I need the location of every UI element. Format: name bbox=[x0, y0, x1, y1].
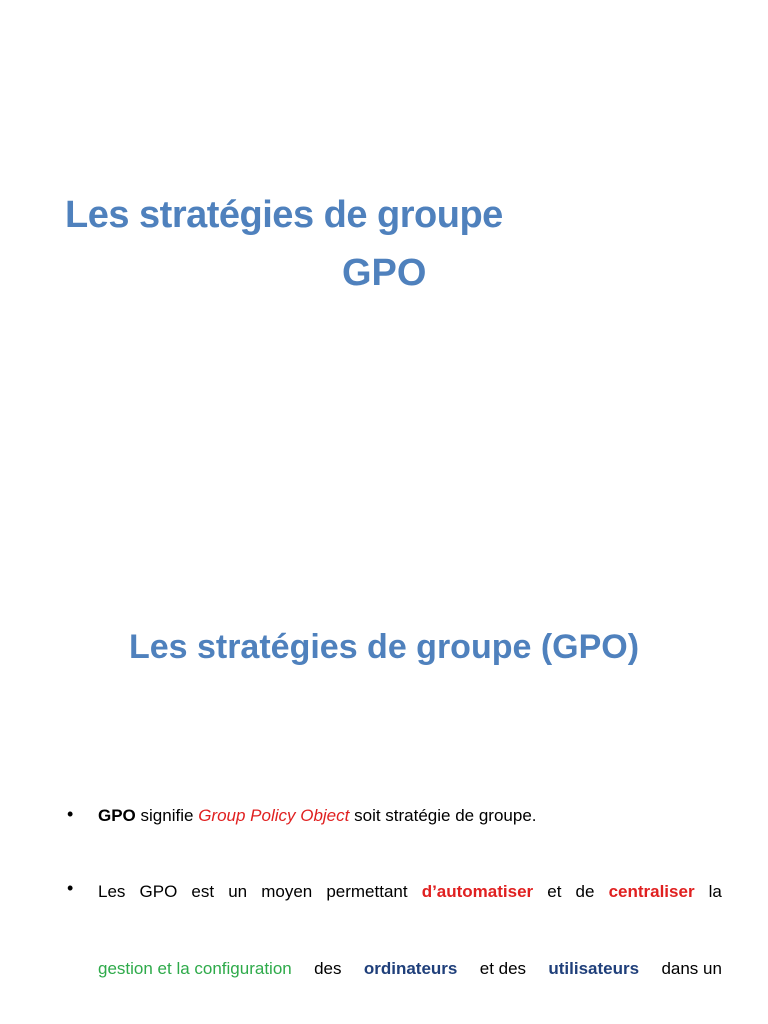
bullet-item-gpo-purpose-line-2 bbox=[98, 959, 722, 979]
emphasis-centraliser: centraliser bbox=[608, 882, 695, 901]
section-heading: Les stratégies de groupe (GPO) bbox=[128, 628, 640, 666]
word: et des bbox=[479, 959, 527, 978]
bullet-item-gpo-definition bbox=[98, 806, 537, 826]
bullet-marker: • bbox=[67, 878, 74, 898]
word: moyen bbox=[261, 882, 313, 901]
title-line-2: GPO bbox=[342, 252, 427, 294]
bullet-text: signifie bbox=[140, 806, 194, 825]
word: de bbox=[575, 882, 595, 901]
bullet-marker: • bbox=[67, 804, 74, 824]
term-gpo: GPO bbox=[98, 806, 136, 825]
word: GPO bbox=[139, 882, 178, 901]
bullet-item-gpo-purpose-line-1 bbox=[98, 882, 722, 902]
word: permettant bbox=[326, 882, 408, 901]
phrase-gestion-configuration: gestion et la configuration bbox=[98, 959, 292, 978]
title-line-1: Les stratégies de groupe bbox=[65, 194, 503, 236]
bullet-text: soit stratégie de groupe. bbox=[354, 806, 537, 825]
word: un bbox=[228, 882, 248, 901]
word: et bbox=[547, 882, 562, 901]
word: des bbox=[314, 959, 342, 978]
emphasis-utilisateurs: utilisateurs bbox=[548, 959, 640, 978]
word: la bbox=[708, 882, 722, 901]
emphasis-ordinateurs: ordinateurs bbox=[363, 959, 458, 978]
word: Les bbox=[98, 882, 126, 901]
word: dans un bbox=[661, 959, 722, 978]
highlight-group-policy-object: Group Policy Object bbox=[198, 806, 350, 825]
emphasis-automatiser: d’automatiser bbox=[421, 882, 534, 901]
word: est bbox=[191, 882, 215, 901]
